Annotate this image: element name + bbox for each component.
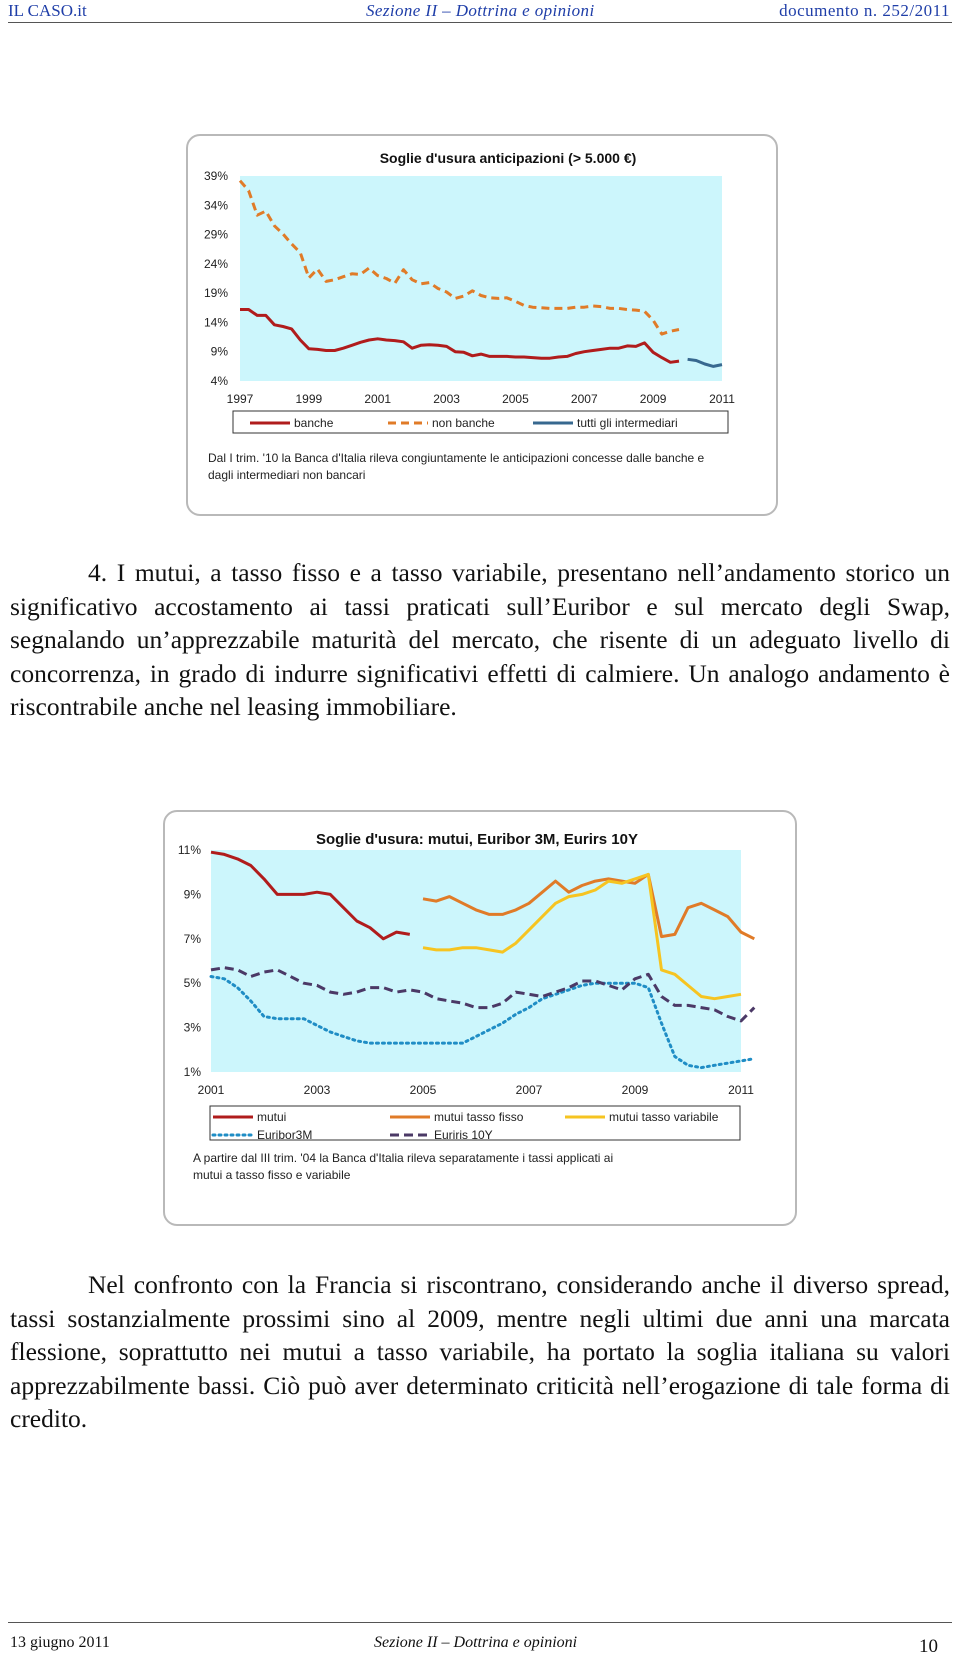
- y-tick-label: 19%: [203, 286, 228, 301]
- legend-label-mutui-tasso-variabile: mutui tasso variabile: [609, 1110, 719, 1124]
- y-tick-label: 29%: [203, 227, 228, 242]
- chart-title: Soglie d'usura anticipazioni (> 5.000 €): [379, 150, 637, 166]
- x-tick-label: 2003: [433, 392, 460, 406]
- legend-label-non-banche: non banche: [432, 416, 495, 430]
- chart-note-line-2: dagli intermediari non bancari: [208, 468, 366, 482]
- header-rule: [8, 22, 952, 23]
- paragraph-francia: Nel confronto con la Francia si riscontrano, considerando anche il diverso spread, tassi sostanzialmente prossimi sino al 2009, mentre negli ultimi due anni una marcata flessione, soprattutto nei mutui a tasso variabile, ha portato la soglia italiana su valori apprezzabilmente bassi. Ciò può aver determinato criticità nell’erogazione di tale forma di credito.: [10, 1270, 950, 1434]
- x-tick-label: 1997: [226, 392, 254, 406]
- x-tick-label: 2003: [303, 1083, 331, 1097]
- y-tick-label: 14%: [203, 315, 228, 330]
- y-tick-label: 11%: [177, 843, 201, 857]
- chart-note-line-1: Dal I trim. '10 la Banca d'Italia rileva congiuntamente le anticipazioni concesse dalle banche e: [208, 451, 705, 465]
- chart-anticipazioni: [188, 136, 776, 514]
- footer-section: Sezione II – Dottrina e opinioni: [374, 1634, 578, 1651]
- y-tick-label: 9%: [183, 887, 201, 902]
- x-tick-label: 2007: [570, 392, 598, 406]
- chart-title: Soglie d'usura: mutui, Euribor 3M, Eurirs 10Y: [316, 831, 638, 848]
- page-header: [0, 0, 960, 26]
- y-tick-label: 34%: [203, 198, 228, 213]
- chart-mutui: [165, 812, 795, 1224]
- page-footer: [0, 1622, 960, 1659]
- x-tick-label: 2007: [515, 1083, 543, 1097]
- paragraph-mutui: 4. I mutui, a tasso fisso e a tasso variabile, presentano nell’andamento storico un significativo accostamento ai tassi praticati sull’Euribor e sul mercato degli Swap, segnalando un’apprezzabile maturità del mercato, che risente di un adeguato livello di concorrenza, in grado di indurre significativi effetti di calmiere. Un analogo andamento è riscontrabile anche nel leasing immobiliare.: [10, 558, 950, 722]
- legend-label-banche: banche: [294, 416, 334, 430]
- document-number: documento n. 252/2011: [779, 1, 950, 20]
- x-tick-label: 2001: [364, 392, 392, 406]
- x-tick-label: 2009: [639, 392, 667, 406]
- chart-note-line-2: mutui a tasso fisso e variabile: [193, 1168, 351, 1182]
- y-tick-label: 3%: [183, 1020, 201, 1035]
- legend-label-tutti-gli-intermediari: tutti gli intermediari: [577, 416, 678, 430]
- legend-label-mutui-tasso-fisso: mutui tasso fisso: [434, 1110, 524, 1124]
- header-section: Sezione II – Dottrina e opinioni: [366, 1, 595, 20]
- y-tick-label: 9%: [210, 344, 228, 359]
- y-tick-label: 7%: [183, 931, 201, 946]
- site-name: IL CASO.it: [8, 1, 87, 20]
- x-tick-label: 2001: [197, 1083, 225, 1097]
- y-tick-label: 4%: [210, 374, 228, 388]
- footer-rule: [8, 1622, 952, 1623]
- chart-anticipazioni-frame: [186, 134, 778, 516]
- footer-date: 13 giugno 2011: [10, 1634, 110, 1651]
- y-tick-label: 5%: [183, 976, 201, 991]
- x-tick-label: 1999: [295, 392, 323, 406]
- x-tick-label: 2005: [502, 392, 529, 406]
- x-tick-label: 2011: [709, 392, 735, 406]
- legend-label-mutui: mutui: [257, 1110, 287, 1124]
- legend-label-euribor3m: Euribor3M: [257, 1128, 313, 1142]
- x-tick-label: 2011: [728, 1083, 754, 1097]
- y-tick-label: 39%: [203, 169, 228, 183]
- page-number: 10: [919, 1636, 938, 1657]
- x-tick-label: 2009: [621, 1083, 649, 1097]
- legend-label-euriris-10y: Euriris 10Y: [434, 1128, 493, 1142]
- x-tick-label: 2005: [409, 1083, 437, 1097]
- chart-note-line-1: A partire dal III trim. '04 la Banca d'Italia rileva separatamente i tassi applicati ai: [193, 1151, 614, 1165]
- y-tick-label: 1%: [183, 1065, 201, 1079]
- chart-mutui-frame: [163, 810, 797, 1226]
- y-tick-label: 24%: [203, 256, 228, 271]
